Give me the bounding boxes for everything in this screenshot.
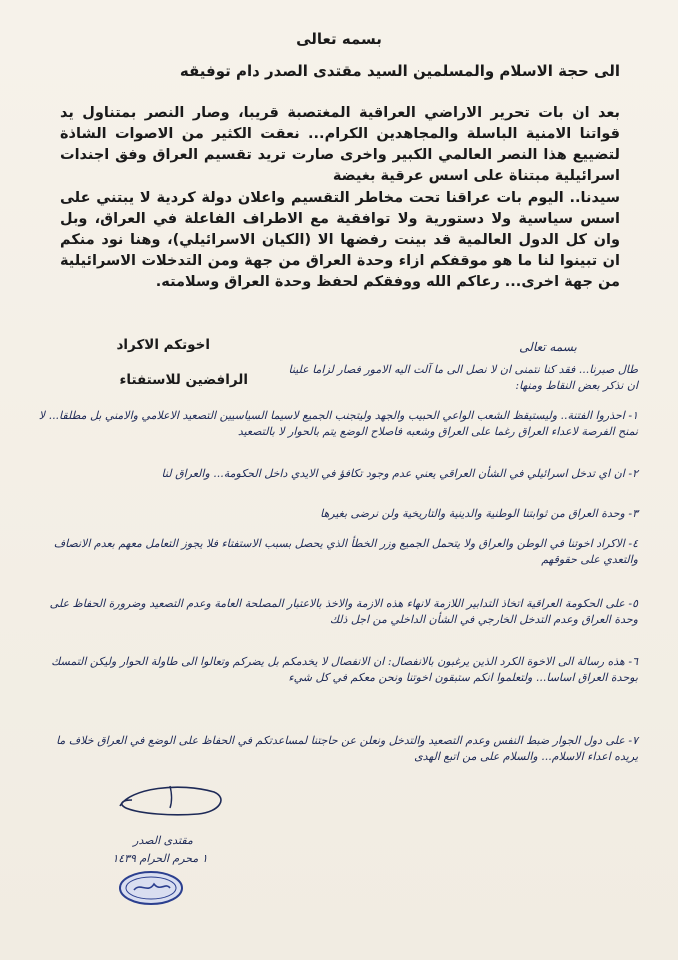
handwritten-point-6: ٦- هذه رسالة الى الاخوة الكرد الذين يرغبون بالانفصال: ان الانفصال لا يخدمكم بل يضركم وتعالوا الى طاولة الحوار وليكن التمسك بوحدة العراق اساسا... ولتعلموا انكم ستبقون اخوتنا ونحن معكم في كل شيء: [51, 655, 638, 684]
letter-paragraph-1: بعد ان بات تحرير الاراضي العراقية المغتصبة قريبا، وصار النصر بمتناول يد قواتنا الامنية الباسلة والمجاهدين الكرام... نعقت الكثير من الاصوات الشاذة لتضييع هذا النصر العالمي الكبير واخرى صارت تريد تقسيم العراق وفق اجندات اسرائيلية مبتناة على اسس عرقية بغيضة: [60, 105, 620, 184]
handwritten-point-5: ٥- على الحكومة العراقية اتخاذ التدابير اللازمة لانهاء هذه الازمة والاخذ بالاعتبار المصلحة العامة وعدم التصعيد وضرورة الحفاظ على وحدة العراق وعدم التدخل الخارجي في الشأن الداخلي من اجل ذلك: [49, 597, 638, 626]
handwritten-point-2: ٢- ان اي تدخل اسرائيلي في الشأن العراقي يعني عدم وجود تكافؤ في الايدي داخل الحكومة... والعراق لنا: [161, 467, 638, 480]
letter-addressee: الى حجة الاسلام والمسلمين السيد مقتدى الصدر دام توفيقه: [179, 62, 620, 80]
handwritten-point-7: ٧- على دول الجوار ضبط النفس وعدم التصعيد والتدخل ونعلن عن حاجتنا لمساعدتكم في الحفاظ على الوضع في العراق خلاف ما يريده اعداء الاسلام... والسلام على من اتبع الهدى: [56, 734, 638, 763]
letter-paragraph-2: سيدنا.. اليوم بات عراقنا تحت مخاطر التقسيم واعلان دولة كردية لا يبتني على اسس سياسية ولا دستورية ولا توافقية مع الاطراف الفاعلة في العراق، وبل وان كل الدول العالمية قد بينت رفضها الا (الكيان الاسرائيلي)، وهنا نود منكم ان تبينوا لنا ما هو موقفكم ازاء وحدة العراق من جهة ومن التدخلات الاسرائيلية من جهة اخرى... رعاكم الله ووفقكم لحفظ وحدة العراق وسلامته.: [60, 190, 620, 290]
letter-heading: بسمه تعالى: [296, 30, 382, 48]
signature-scribble-icon: [110, 778, 230, 828]
handwritten-intro: طال صبرنا... فقد كنا نتمنى ان لا نصل الى ما آلت اليه الامور فصار لزاما علينا ان نذكر بعض النقاط ومنها:: [288, 363, 638, 392]
handwritten-point-3: ٣- وحدة العراق من ثوابتنا الوطنية والدينية والتاريخية ولن نرضى بغيرها: [320, 507, 638, 520]
handwritten-point-1: ١- احذروا الفتنة.. وليستيقظ الشعب الواعي الحبيب والجهد وليتجنب الجميع لاسيما السياسيين التصعيد الاعلامي والامني بل مطلقا... لا نمنح الفرصة لاعداء العراق رغما على العراق وشعبه فاصلاح الوضع يتم بالحوار لا بالتصعيد: [38, 409, 638, 438]
handwritten-heading: بسمه تعالى: [519, 340, 577, 354]
office-seal-icon: [118, 870, 184, 906]
handwritten-signature-name: مقتدى الصدر: [133, 834, 193, 847]
handwritten-signature-date: ١ محرم الحرام ١٤٣٩: [112, 852, 208, 865]
letter-sender-line-2: الرافضين للاستفتاء: [119, 372, 248, 388]
handwritten-point-4: ٤- الاكراد اخوتنا في الوطن والعراق ولا يتحمل الجميع وزر الخطأ الذي يحصل بسبب الاستفتاء فلا يجوز التعامل معهم بعدم الانصاف والتعدي على حقوقهم: [53, 537, 638, 566]
letter-sender-line-1: اخوتكم الاكراد: [116, 337, 210, 353]
